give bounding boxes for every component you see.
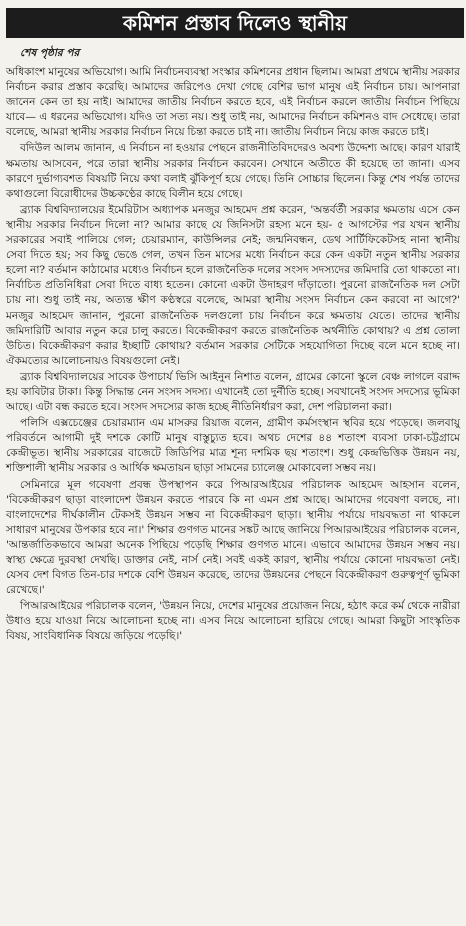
paragraph: পিআরআইয়ের পরিচালক বলেন, 'উন্নয়ন নিয়ে, দেশের মানুষের প্রয়োজন নিয়ে, হঠাৎ করে কর্ম থেকে নারীরা উধাও হয়ে যাওয়া নিয়ে আলোচনা হচ্ছে না। এসব নিয়ে আলোচনা হারিয়ে গেছে। আমরা কিছুটা সাংস্কৃতিক বিষয়, সাংবিধানিক বিষয়ে জড়িয়ে পড়েছি।' [6, 600, 460, 643]
newspaper-clipping [0, 8, 466, 926]
continued-from-label: শেষ পৃষ্ঠার পর [20, 47, 80, 59]
paragraph: অধিকাংশ মানুষের অভিযোগ। আমি নির্বাচনব্যবস্থা সংস্কার কমিশনের প্রধান ছিলাম। আমরা প্রথমে স্থানীয় সরকার নির্বাচন করার প্রস্তাব করেছি। আমাদের জরিপেও দেখা গেছে বেশির ভাগ মানুষ এই নির্বাচন চায়। আপনারা জানেন কেন তা হয় নাই। আমাদের জাতীয় নির্বাচন করতে হবে, এই নির্বাচন করলে জাতীয় নির্বাচন পিছিয়ে যাবে— এ ধরনের অভিযোগ। যদিও তা সত্য নয়। শুধু তাই নয়, আমাদের নির্বাচন কমিশনও বাদ সেধেছে। তারা বলেছে, আমরা স্থানীয় সরকার নির্বাচন নিয়ে চিন্তা করতে চাই না। জাতীয় নির্বাচন নিয়ে কাজ করতে চাই। [6, 66, 460, 139]
paragraph: পলিসি এক্সচেঞ্জের চেয়ারম্যান এম মাসরুর রিয়াজ বলেন, গ্রামীণ কর্মসংস্থান স্থবির হয়ে পড়েছে। জলবায়ু পরিবর্তনে আগামী দুই দশকে কোটি মানুষ বাস্তুচ্যুত হবে। অথচ দেশের ৪৪ শতাংশ ব্যবসা ঢাকা-চট্টগ্রামে কেন্দ্রীভূত। স্থানীয় সরকারের বাজেটে জিডিপির মাত্র শূন্য দশমিক ছয় শতাংশ। শুধু কেন্দ্রভিত্তিক উন্নয়ন নয়, শক্তিশালী স্থানীয় সরকার ও আর্থিক ক্ষমতায়ন ছাড়া সামনের চ্যালেঞ্জ মোকাবেলা সম্ভব নয়। [6, 417, 460, 475]
headline: কমিশন প্রস্তাব দিলেও স্থানীয় [6, 8, 464, 38]
paragraph: সেমিনারে মূল গবেষণা প্রবন্ধ উপস্থাপন করে পিআরআইয়ের পরিচালক আহমেদ আহসান বলেন, 'বিকেন্দ্রীকরণ ছাড়া বাংলাদেশ উন্নয়ন করতে পারবে কি না এমন প্রশ্ন আছে। আমাদের গবেষণা বলছে, না। বাংলাদেশের দীর্ঘকালীন টেকসই উন্নয়ন সম্ভব না বিকেন্দ্রীকরণ ছাড়া। স্থানীয় পর্যায়ে দায়বদ্ধতা না থাকলে সাধারণ মানুষের উপকার হবে না।' শিক্ষার গুণগত মানের সঙ্কট আছে জানিয়ে পিআরআইয়ের পরিচালক বলেন, 'আন্তর্জাতিকভাবে আমরা অনেক পিছিয়ে পড়েছি শিক্ষার গুণগত মানে। এভাবে আমাদের উন্নয়ন সম্ভব নয়। স্বাস্থ্য ক্ষেত্রে দুরবস্থা দেখছি। ডাক্তার নেই, নার্স নেই। সবই একই কারণ, স্থানীয় পর্যায়ে কোনো দায়বদ্ধতা নেই। যেসব দেশ বিগত তিন-চার দশকে বেশি উন্নয়ন করেছে, তাদের উন্নয়নের পেছনে বিকেন্দ্রীকরণ গুরুত্বপূর্ণ ভূমিকা রেখেছে।' [6, 478, 460, 597]
paragraph: ব্র্যাক বিশ্ববিদ্যালয়ের সাবেক উপাচার্য ভিসি আইনুন নিশাত বলেন, গ্রামের কোনো স্কুলে বেঞ্চ লাগলে বরাদ্দ হয় কাবিটার টাকা। কিন্তু সিদ্ধান্ত নেন সংসদ সদস্য। এখানেই তো দুর্নীতি হচ্ছে। সবখানেই সংসদ সদস্যের ভূমিকা আছে। এটা বন্ধ করতে হবে। সংসদ সদস্যের কাজ হচ্ছে নীতিনির্ধারণ করা, দেশ পরিচালনা করা। [6, 370, 460, 414]
paragraph: বদিউল আলম জানান, এ নির্বাচন না হওয়ার পেছনে রাজনীতিবিদদেরও অবশ্য উদ্দেশ্য আছে। কারণ যারাই ক্ষমতায় আসবেন, পরে তারা স্থানীয় সরকার নির্বাচন করবেন। সেখানে অতীতে কী হয়েছে তা জানা। এসব কারণে দুর্ভাগ্যবশত বিষয়টি নিয়ে কথা বলাই ঝুঁকিপূর্ণ হয়ে গেছে। তিনি সোচ্চার ছিলেন। কিন্তু শেষ পর্যন্ত তাদের কথাগুলো বিরোধীদের উচ্চকণ্ঠের কাছে বিলীন হয়ে গেছে। [6, 142, 460, 200]
paragraph: ব্র্যাক বিশ্ববিদ্যালয়ের ইমেরিটাস অধ্যাপক মনজুর আহমেদ প্রশ্ন করেন, 'অন্তর্বর্তী সরকার ক্ষমতায় এসে কেন স্থানীয় সরকার নির্বাচন দিলো না? আমার কাছে যে জিনিসটা রহস্য মনে হয়- ৫ আগস্টের পর যখন স্থানীয় সরকারের সবাই পালিয়ে গেল; চেয়ারম্যান, কাউন্সিলর নেই; জন্মনিবন্ধন, ডেথ সার্টিফিকেটসহ নানা স্থানীয় সেবা দিতে হয়; সব কিছু ভেঙে গেল, তখন তিন মাসের মধ্যে নির্বাচন করে কেন একটা নতুন স্থানীয় সরকার হলো না? বর্তমান কাঠামোর মধ্যেও নির্বাচন হলে রাজনৈতিক দলের সংসদ সদস্যদের জমিদারি তো থাকতো না। নির্বাচিত প্রতিনিধিরা সেবা দিতে বাধ্য হতেন। কোনো একটা উদাহরণ দাঁড়াতো। পুরনো রাজনৈতিক দল সেটা চায় না। শুধু তাই নয়, অত্যন্ত ক্ষীণ কণ্ঠস্বরে বলেছে, আমরা স্থানীয় সংসদ নির্বাচন কেন করবো না আগে?' মনজুর আহমেদ জানান, পুরনো রাজনৈতিক দলগুলো চায় নির্বাচন করে ক্ষমতায় যেতে। তাদের স্থানীয় জমিদারিটি আবার নতুন করে চালু করতে। বিকেন্দ্রীকরণ করতে রাজনৈতিক অর্থনীতি কোথায়? এ প্রশ্ন তোলা উচিত। বিকেন্দ্রীকরণ করার ইচ্ছাটি কোথায়? বর্তমান সরকার সেটিকে সহযোগিতা দিচ্ছে বলে মনে হচ্ছে না। ঐকমত্যের আলোচনায়ও বিষয়গুলো নেই। [6, 203, 460, 367]
article-body [6, 65, 460, 645]
